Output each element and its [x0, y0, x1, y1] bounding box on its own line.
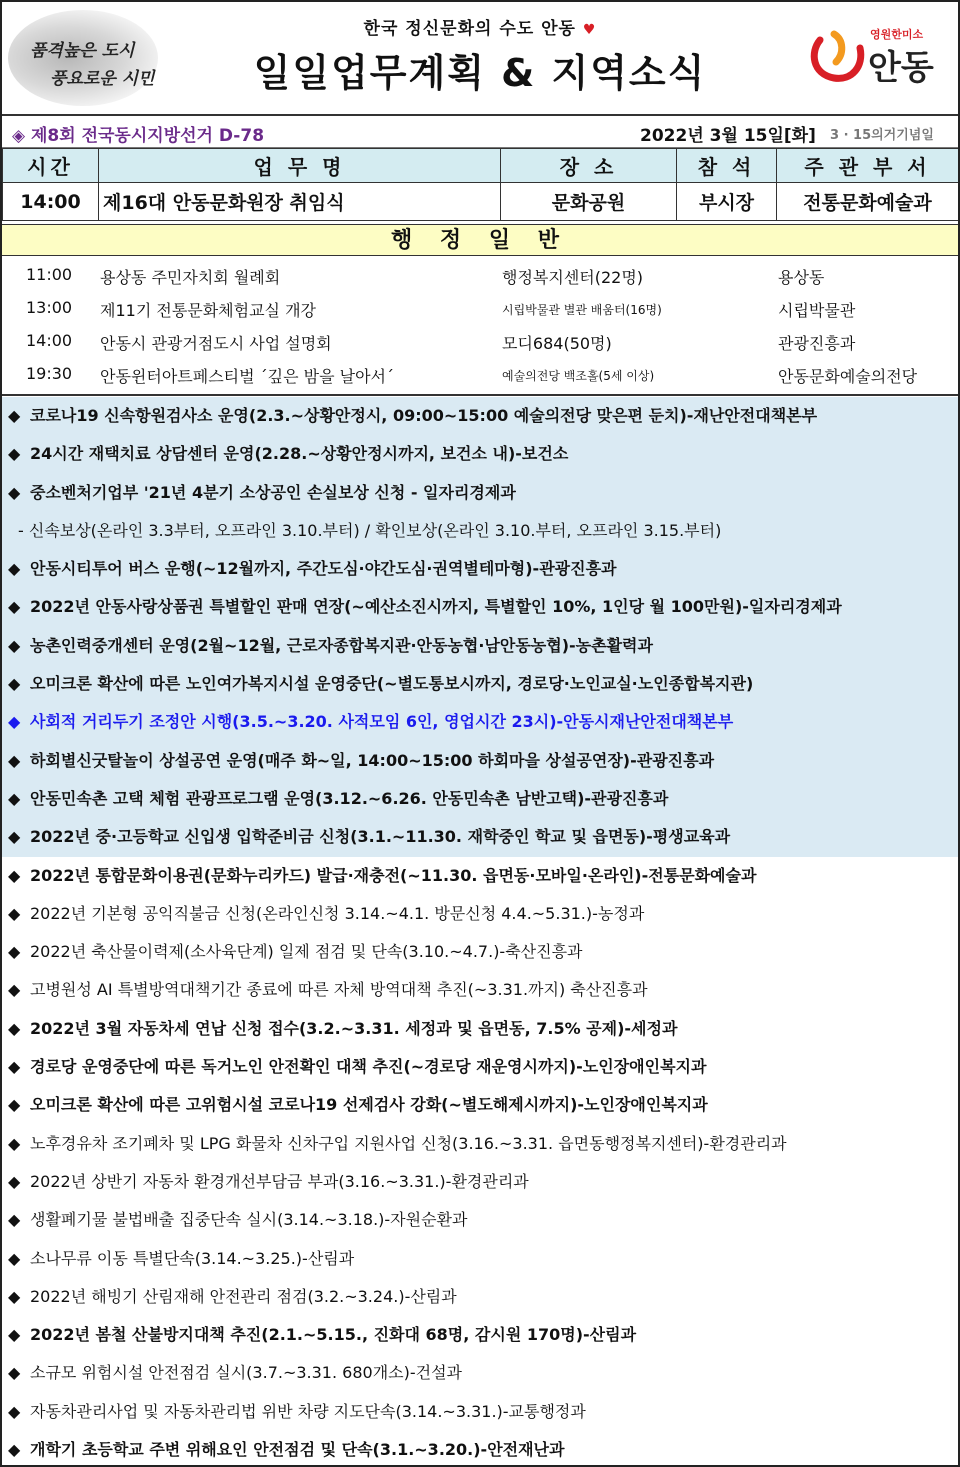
list-item	[2, 357, 958, 390]
news-text: 농촌인력중개센터 운영(2월~12월, 근로자종합복지관·안동농협·남안동농협)-농촌활력과	[30, 635, 653, 655]
memorial-day: 3 · 15의거기념일	[830, 128, 934, 143]
admin-dept: 관광진흥과	[778, 334, 856, 353]
diamond-bullet-icon: ◆	[8, 903, 21, 923]
news-item	[2, 895, 958, 933]
news-text: 오미크론 확산에 따른 노인여가복지시설 운영중단(~별도통보시까지, 경로당·노인교실·노인종합복지관)	[30, 674, 754, 694]
election-countdown: ◈ 제8회 전국동시지방선거 D-78	[12, 126, 265, 146]
news-item	[2, 397, 958, 435]
info-bar	[2, 114, 958, 148]
table-row	[3, 183, 959, 221]
diamond-bullet-icon: ◆	[8, 1248, 21, 1268]
cell-time: 14:00	[3, 183, 99, 221]
list-item	[2, 258, 958, 291]
diamond-bullet-icon: ◆	[8, 942, 21, 962]
diamond-bullet-icon: ◆	[8, 1363, 21, 1383]
admin-section-heading: 행 정 일 반	[2, 224, 958, 256]
header-dept: 주 관 부 서	[777, 149, 959, 183]
news-item	[2, 857, 958, 895]
news-text: 사회적 거리두기 조정안 시행(3.5.~3.20. 사적모임 6인, 영업시간 23시)-안동시재난안전대책본부	[30, 712, 734, 732]
cell-place: 문화공원	[501, 183, 677, 221]
news-item	[2, 588, 958, 626]
admin-task: 안동시 관광거점도시 사업 설명회	[100, 334, 332, 353]
admin-task: 안동윈터아트페스티벌 ´깊은 밤을 날아서´	[100, 367, 395, 386]
schedule-header-row	[3, 149, 959, 183]
cell-task: 제16대 안동문화원장 취임식	[99, 183, 501, 221]
admin-time: 19:30	[26, 364, 73, 383]
news-item	[2, 703, 958, 741]
diamond-bullet-icon: ◆	[8, 674, 21, 694]
news-text: 2022년 통합문화이용권(문화누리카드) 발급·재충전(~11.30. 읍면동·모바일·온라인)-전통문화예술과	[30, 865, 757, 885]
diamond-bullet-icon: ◆	[8, 1325, 21, 1345]
brand-name: 안동	[868, 48, 934, 88]
news-text: 소나무류 이동 특별단속(3.14.~3.25.)-산림과	[30, 1248, 355, 1268]
list-item	[2, 291, 958, 324]
news-item	[2, 1278, 958, 1316]
andong-logo-icon	[808, 26, 868, 86]
admin-place: 행정복지센터(22명)	[502, 268, 644, 287]
diamond-bullet-icon: ◆	[8, 712, 21, 732]
news-text: - 신속보상(온라인 3.3부터, 오프라인 3.10.부터) / 확인보상(온라인 3.10.부터, 오프라인 3.15.부터)	[18, 520, 722, 540]
news-text: 2022년 봄철 산불방지대책 추진(2.1.~5.15., 진화대 68명, 감시원 170명)-산림과	[30, 1325, 637, 1345]
diamond-bullet-icon: ◆	[8, 1018, 21, 1038]
news-text: 24시간 재택치료 상담센터 운영(2.28.~상황안정시까지, 보건소 내)-보건소	[30, 444, 569, 464]
news-item	[2, 1240, 958, 1278]
admin-task: 용상동 주민자치회 월례회	[100, 268, 281, 287]
diamond-bullet-icon: ◆	[8, 1401, 21, 1421]
admin-time: 14:00	[26, 331, 73, 350]
news-text: 2022년 기본형 공익직불금 신청(온라인신청 3.14.~4.1. 방문신청 4.4.~5.31.)-농정과	[30, 903, 645, 923]
diamond-bullet-icon: ◆	[8, 980, 21, 1000]
list-item	[2, 324, 958, 357]
document-date: 2022년 3월 15일[화]	[640, 126, 816, 146]
header-attendee: 참 석	[677, 149, 777, 183]
news-text: 오미크론 확산에 따른 고위험시설 코로나19 선제검사 강화(~별도해제시까지)-노인장애인복지과	[30, 1095, 708, 1115]
diamond-bullet-icon: ◆	[8, 635, 21, 655]
diamond-bullet-icon: ◆	[8, 788, 21, 808]
page-title: 일일업무계획 & 지역소식	[253, 51, 707, 95]
admin-dept: 시립박물관	[778, 301, 856, 320]
news-text: 하회별신굿탈놀이 상설공연 운영(매주 화~일, 14:00~15:00 하회마을 상설공연장)-관광진흥과	[30, 750, 715, 770]
news-text: 안동민속촌 고택 체험 관광프로그램 운영(3.12.~6.26. 안동민속촌 남반고택)-관광진흥과	[30, 788, 669, 808]
news-text: 2022년 중·고등학교 신입생 입학준비금 신청(3.1.~11.30. 재학중인 학교 및 읍면동)-평생교육과	[30, 827, 731, 847]
news-text: 2022년 3월 자동차세 연납 신청 접수(3.2.~3.31. 세정과 및 읍면동, 7.5% 공제)-세정과	[30, 1018, 678, 1038]
news-text: 노후경유차 조기폐차 및 LPG 화물차 신차구입 지원사업 신청(3.16.~3.31. 읍면동행정복지센터)-환경관리과	[30, 1133, 787, 1153]
news-text: 2022년 축산물이력제(소사육단계) 일제 점검 및 단속(3.10.~4.7.)-축산진흥과	[30, 942, 583, 962]
news-item	[2, 1354, 958, 1392]
news-item	[2, 1316, 958, 1354]
admin-time: 11:00	[26, 265, 73, 284]
cell-attendee: 부시장	[677, 183, 777, 221]
news-text: 자동차관리사업 및 자동차관리법 위반 차량 지도단속(3.14.~3.31.)-교통행정과	[30, 1401, 586, 1421]
admin-place: 시립박물관 별관 배움터(16명)	[502, 303, 662, 317]
news-item	[2, 1431, 958, 1467]
heart-icon: ♥	[582, 22, 597, 38]
news-item	[2, 1163, 958, 1201]
header-task: 업 무 명	[99, 149, 501, 183]
news-text: 경로당 운영중단에 따른 독거노인 안전확인 대책 추진(~경로당 재운영시까지)-노인장애인복지과	[30, 1057, 707, 1077]
diamond-bullet-icon: ◆	[8, 1440, 21, 1460]
diamond-bullet-icon: ◆	[8, 865, 21, 885]
news-item	[2, 665, 958, 703]
admin-dept: 안동문화예술의전당	[778, 367, 918, 386]
header	[2, 2, 958, 112]
diamond-bullet-icon: ◆	[8, 827, 21, 847]
news-text: 안동시티투어 버스 운행(~12월까지, 주간도심·야간도심·권역별테마형)-관광진흥과	[30, 559, 617, 579]
news-item	[2, 818, 958, 856]
diamond-bullet-icon: ◆	[8, 1133, 21, 1153]
news-text: 개학기 초등학교 주변 위해요인 안전점검 및 단속(3.1.~3.20.)-안전재난과	[30, 1440, 565, 1460]
news-text: 2022년 상반기 자동차 환경개선부담금 부과(3.16.~3.31.)-환경관리과	[30, 1171, 529, 1191]
news-list	[2, 397, 958, 1467]
news-item	[2, 550, 958, 588]
diamond-bullet-icon: ◆	[8, 1286, 21, 1306]
header-place: 장 소	[501, 149, 677, 183]
subtitle-text: 한국 정신문화의 수도 안동	[363, 19, 576, 39]
diamond-bullet-icon: ◆	[8, 1057, 21, 1077]
news-item	[2, 474, 958, 512]
admin-place: 예술의전당 백조홀(5세 이상)	[502, 369, 655, 383]
schedule-table	[2, 148, 959, 221]
news-text: 고병원성 AI 특별방역대책기간 종료에 따른 자체 방역대책 추진(~3.31.까지) 축산진흥과	[30, 980, 648, 1000]
diamond-bullet-icon: ◆	[8, 750, 21, 770]
admin-list	[2, 256, 958, 396]
diamond-bullet-icon: ◆	[8, 444, 21, 464]
diamond-bullet-icon: ◆	[8, 1210, 21, 1230]
news-text: 소규모 위험시설 안전점검 실시(3.7.~3.31. 680개소)-건설과	[30, 1363, 462, 1383]
diamond-bullet-icon: ◆	[8, 1171, 21, 1191]
news-item	[2, 971, 958, 1009]
news-item	[2, 742, 958, 780]
diamond-bullet-icon: ◆	[8, 406, 21, 425]
news-item	[2, 512, 958, 550]
header-time: 시간	[3, 149, 99, 183]
diamond-bullet-icon: ◆	[8, 597, 21, 617]
brand-tagline: 영원한미소	[870, 28, 924, 41]
news-item	[2, 1125, 958, 1163]
news-item	[2, 1393, 958, 1431]
news-item	[2, 627, 958, 665]
diamond-bullet-icon: ◆	[8, 482, 21, 502]
slogan-line-1: 품격높은 도시	[30, 41, 135, 61]
news-text: 중소벤처기업부 '21년 4분기 소상공인 손실보상 신청 - 일자리경제과	[30, 482, 516, 502]
news-text: 코로나19 신속항원검사소 운영(2.3.~상황안정시, 09:00~15:00 예술의전당 맞은편 둔치)-재난안전대책본부	[30, 406, 818, 425]
news-item	[2, 1086, 958, 1124]
news-item	[2, 435, 958, 473]
news-text: 2022년 해빙기 산림재해 안전관리 점검(3.2.~3.24.)-산림과	[30, 1286, 457, 1306]
news-item	[2, 1010, 958, 1048]
slogan-line-2: 풍요로운 시민	[50, 69, 155, 89]
admin-task: 제11기 전통문화체험교실 개강	[100, 301, 317, 320]
andong-brand-logo	[808, 24, 958, 94]
diamond-bullet-icon: ◆	[8, 1095, 21, 1115]
news-item	[2, 1201, 958, 1239]
news-item	[2, 933, 958, 971]
news-item	[2, 780, 958, 818]
news-text: 2022년 안동사랑상품권 특별할인 판매 연장(~예산소진시까지, 특별할인 10%, 1인당 월 100만원)-일자리경제과	[30, 597, 842, 617]
diamond-bullet-icon: ◆	[8, 559, 21, 579]
news-text: 생활폐기물 불법배출 집중단속 실시(3.14.~3.18.)-자원순환과	[30, 1210, 468, 1230]
news-item	[2, 1048, 958, 1086]
admin-place: 모디684(50명)	[502, 334, 612, 353]
cell-dept: 전통문화예술과	[777, 183, 959, 221]
admin-dept: 용상동	[778, 268, 825, 287]
admin-time: 13:00	[26, 298, 73, 317]
